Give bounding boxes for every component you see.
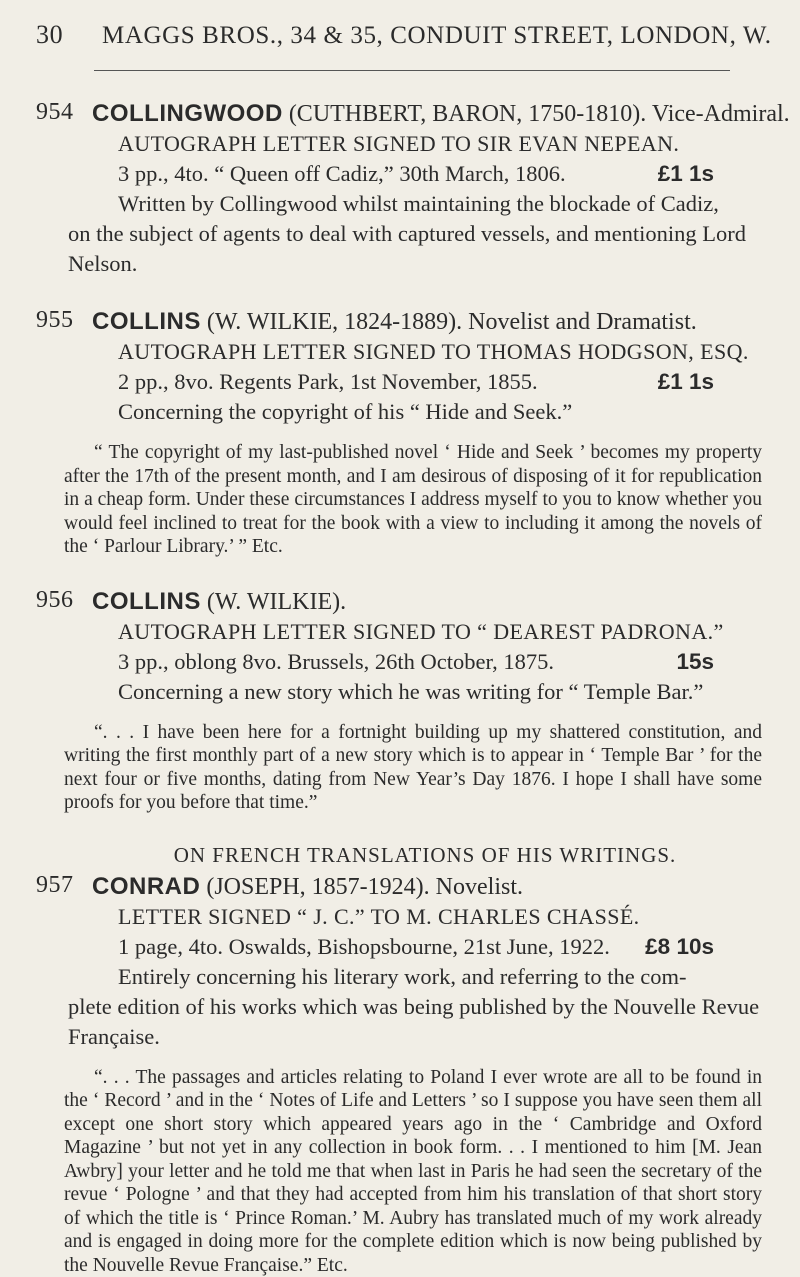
lot-author: COLLINGWOOD <box>92 100 283 127</box>
lot-description: Concerning the copyright of his “ Hide and Seek.” <box>118 397 774 427</box>
lot-heading: COLLINGWOOD (CUTHBERT, BARON, 1750-1810). Vice-Admiral. <box>92 99 774 129</box>
lot-quote: “ The copyright of my last-published novel ‘ Hide and Seek ’ becomes my property after the 17th of the present month, and I am desirous of disposing of it for republication in a cheap form. Under these circumstances I address myself to you to know whether you would feel inclined to treat for the book with a view to including it among the novels of the ‘ Parlour Library.’ ” Etc. <box>64 441 762 559</box>
lot-number: 955 <box>36 307 74 334</box>
lot-954 <box>36 99 774 279</box>
lot-price: £8 10s <box>645 932 774 962</box>
lot-heading: CONRAD (JOSEPH, 1857-1924). Novelist. <box>92 872 774 902</box>
lot-subject: LETTER SIGNED “ J. C.” TO M. CHARLES CHASSÉ. <box>118 902 774 932</box>
lot-subject: AUTOGRAPH LETTER SIGNED TO SIR EVAN NEPEAN. <box>118 129 774 159</box>
lot-author: CONRAD <box>92 873 200 900</box>
lot-price: £1 1s <box>658 367 774 397</box>
running-title: MAGGS BROS., 34 & 35, CONDUIT STREET, LONDON, W. <box>102 22 772 50</box>
lot-heading: COLLINS (W. WILKIE, 1824-1889). Novelist and Dramatist. <box>92 307 774 337</box>
lot-number: 957 <box>36 872 74 899</box>
lot-details: 2 pp., 8vo. Regents Park, 1st November, 1855. £1 1s <box>118 367 774 397</box>
lot-subject: AUTOGRAPH LETTER SIGNED TO “ DEAREST PADRONA.” <box>118 617 774 647</box>
lot-957 <box>36 872 774 1277</box>
lot-description: Written by Collingwood whilst maintaining the blockade of Cadiz, <box>118 189 774 219</box>
lot-subject: AUTOGRAPH LETTER SIGNED TO THOMAS HODGSON, ESQ. <box>118 337 774 367</box>
lot-description-cont: plete edition of his works which was being published by the Nouvelle Revue Française. <box>68 992 774 1052</box>
lot-description: Concerning a new story which he was writing for “ Temple Bar.” <box>118 677 774 707</box>
lot-quote: “. . . The passages and articles relating to Poland I ever wrote are all to be found in the ‘ Record ’ and in the ‘ Notes of Life and Letters ’ so I suppose you have seen them all except one short story which appeared years ago in the ‘ Cambridge and Oxford Magazine ’ but not yet in any collection in book form. . . I mentioned to him [M. Jean Awbry] your letter and he told me that when last in Paris he had seen the secretary of the revue ‘ Pologne ’ and that they had accepted from him his translation of that short story of which the title is ‘ Prince Roman.’ M. Aubry has translated much of my work already and is engaged in doing more for the complete edition which is now being published by the Nouvelle Revue Française.” Etc. <box>64 1066 762 1277</box>
lot-price: £1 1s <box>658 159 774 189</box>
lot-author: COLLINS <box>92 588 201 615</box>
lot-quote: “. . . I have been here for a fortnight building up my shattered constitution, and writing the first monthly part of a new story which is to appear in ‘ Temple Bar ’ for the next four or five months, dating from New Year’s Day 1876. I hope I shall have some proofs for you before that time.” <box>64 721 762 815</box>
lot-956 <box>36 587 774 815</box>
section-heading: ON FRENCH TRANSLATIONS OF HIS WRITINGS. <box>76 843 774 868</box>
lot-author: COLLINS <box>92 308 201 335</box>
lot-number: 954 <box>36 99 74 126</box>
lot-955 <box>36 307 774 559</box>
page-number: 30 <box>36 20 80 50</box>
header-rule <box>94 70 730 71</box>
lot-heading: COLLINS (W. WILKIE). <box>92 587 774 617</box>
lot-description: Entirely concerning his literary work, and referring to the com- <box>118 962 774 992</box>
lot-details: 3 pp., oblong 8vo. Brussels, 26th October, 1875. 15s <box>118 647 774 677</box>
lot-price: 15s <box>676 647 774 677</box>
lot-details: 3 pp., 4to. “ Queen off Cadiz,” 30th March, 1806. £1 1s <box>118 159 774 189</box>
page-header <box>36 20 774 50</box>
lot-details: 1 page, 4to. Oswalds, Bishopsbourne, 21st June, 1922. £8 10s <box>118 932 774 962</box>
lot-description-cont: on the subject of agents to deal with captured vessels, and mentioning Lord Nelson. <box>68 219 774 279</box>
lot-number: 956 <box>36 587 74 614</box>
